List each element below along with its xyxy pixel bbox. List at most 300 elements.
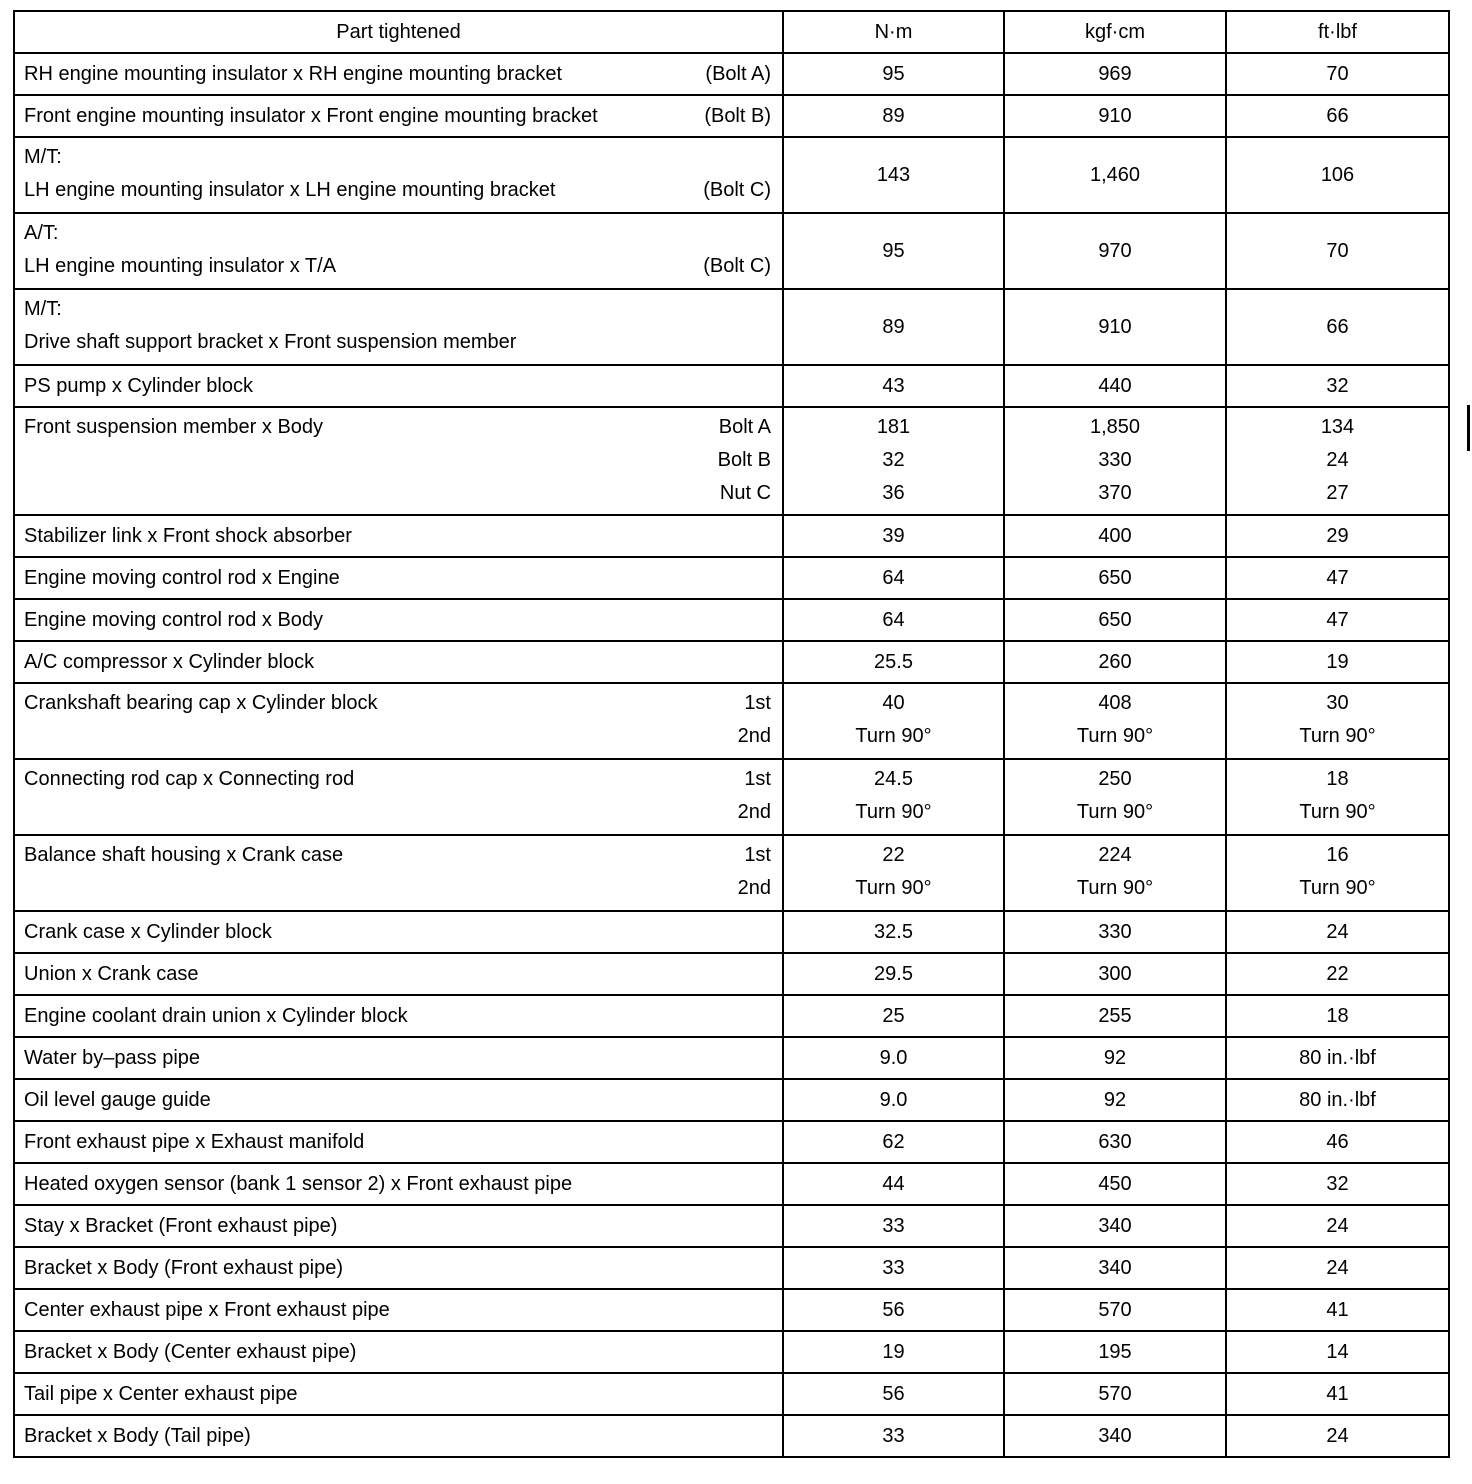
part-line [24,1294,771,1327]
part-description: Balance shaft housing x Crank case [24,844,344,866]
torque-value: 80 in.·lbf [1299,1089,1376,1111]
part-description: LH engine mounting insulator x T/A [24,255,337,277]
cell-kgfcm [1004,683,1226,759]
torque-value: 260 [1098,651,1132,673]
cell-nm [783,1121,1004,1163]
table-row [14,289,1449,365]
cell-kgfcm [1004,641,1226,683]
cell-ftlbf [1226,995,1449,1037]
torque-value: 650 [1098,609,1132,631]
table-row [14,1121,1449,1163]
table-row [14,599,1449,641]
cell-kgfcm [1004,515,1226,557]
torque-value: 89 [882,105,905,127]
part-line [24,58,771,91]
cell-part-tightened [14,1205,783,1247]
cell-part-tightened [14,1163,783,1205]
torque-value: Turn 90° [855,801,932,823]
bolt-label: 2nd [737,877,771,899]
torque-value: 250 [1098,768,1132,790]
table-row [14,953,1449,995]
part-line [24,604,771,637]
torque-value: 16 [1326,844,1349,866]
cell-part-tightened [14,911,783,953]
torque-value: 47 [1326,609,1349,631]
torque-value: 14 [1326,1341,1349,1363]
cell-part-tightened [14,515,783,557]
torque-value: 408 [1098,692,1132,714]
part-description: Connecting rod cap x Connecting rod [24,768,355,790]
header-ftlbf: ft·lbf [1226,11,1449,53]
part-line [24,1000,771,1033]
torque-value: 66 [1326,315,1349,338]
cell-nm [783,557,1004,599]
cell-ftlbf [1226,835,1449,911]
part-line [24,1042,771,1075]
torque-value: 92 [1103,1047,1127,1069]
cell-kgfcm [1004,599,1226,641]
part-line [24,720,771,753]
torque-value: 22 [882,844,905,866]
part-description: Crankshaft bearing cap x Cylinder block [24,692,378,714]
cell-kgfcm [1004,1415,1226,1457]
part-description: Drive shaft support bracket x Front suspension member [24,331,517,353]
cell-part-tightened [14,1289,783,1331]
part-description: A/T: [24,222,59,244]
table-row [14,137,1449,213]
bolt-label: (Bolt C) [703,179,771,201]
table-row [14,1037,1449,1079]
torque-value: 24 [1326,1425,1349,1447]
cell-kgfcm [1004,137,1226,213]
part-line [24,444,771,477]
torque-value: 134 [1320,416,1355,438]
torque-value: 47 [1326,567,1349,589]
torque-value: 33 [882,1257,905,1279]
cell-nm [783,1247,1004,1289]
table-row [14,911,1449,953]
cell-kgfcm [1004,95,1226,137]
table-row [14,407,1449,515]
torque-value: 24 [1326,449,1349,471]
cell-ftlbf [1226,95,1449,137]
cell-nm [783,1289,1004,1331]
cell-part-tightened [14,53,783,95]
cell-ftlbf [1226,1373,1449,1415]
part-line [24,1252,771,1285]
table-body [14,53,1449,1457]
cell-ftlbf [1226,289,1449,365]
cell-part-tightened [14,1373,783,1415]
part-description: Front exhaust pipe x Exhaust manifold [24,1131,365,1153]
cell-nm [783,515,1004,557]
part-line [24,796,771,829]
cell-ftlbf [1226,1205,1449,1247]
cell-kgfcm [1004,1205,1226,1247]
part-line [24,562,771,595]
cell-part-tightened [14,995,783,1037]
part-description: Oil level gauge guide [24,1089,211,1111]
cell-ftlbf [1226,1289,1449,1331]
torque-value: 195 [1098,1341,1132,1363]
part-description: Crank case x Cylinder block [24,921,272,943]
table-row [14,835,1449,911]
table-row [14,1247,1449,1289]
cell-part-tightened [14,1331,783,1373]
cell-part-tightened [14,557,783,599]
cell-kgfcm [1004,759,1226,835]
cell-nm [783,53,1004,95]
part-line [24,520,771,553]
torque-value: 24.5 [874,768,913,790]
cell-ftlbf [1226,641,1449,683]
cell-part-tightened [14,641,783,683]
torque-value: Turn 90° [1076,725,1154,747]
part-line [24,411,771,444]
cell-part-tightened [14,365,783,407]
part-line [24,217,771,250]
cell-part-tightened [14,683,783,759]
part-line [24,1126,771,1159]
cell-ftlbf [1226,365,1449,407]
part-description: Water by–pass pipe [24,1047,201,1069]
torque-value: 25.5 [874,651,913,673]
part-description: Front engine mounting insulator x Front engine mounting bracket [24,105,598,127]
torque-value: 9.0 [879,1047,908,1069]
part-description: Bracket x Body (Center exhaust pipe) [24,1341,357,1363]
torque-value: 64 [882,567,905,589]
cell-nm [783,911,1004,953]
table-row [14,557,1449,599]
cell-ftlbf [1226,53,1449,95]
torque-value: Turn 90° [855,877,932,899]
part-description: Stabilizer link x Front shock absorber [24,525,352,547]
torque-value: 32 [1326,1173,1349,1195]
cell-ftlbf [1226,1415,1449,1457]
torque-value: 224 [1098,844,1132,866]
table-row [14,1373,1449,1415]
bolt-label: 1st [744,844,771,866]
torque-value: 630 [1098,1131,1132,1153]
cell-kgfcm [1004,953,1226,995]
cell-part-tightened [14,1121,783,1163]
cell-nm [783,1331,1004,1373]
table-row [14,95,1449,137]
cell-kgfcm [1004,1373,1226,1415]
part-description: A/C compressor x Cylinder block [24,651,315,673]
cell-ftlbf [1226,1331,1449,1373]
torque-value: 400 [1098,525,1132,547]
cell-ftlbf [1226,557,1449,599]
bolt-label: 1st [744,692,771,714]
table-row [14,1331,1449,1373]
bolt-label: Nut C [719,482,771,504]
bolt-label: (Bolt B) [704,105,771,127]
cell-nm [783,1373,1004,1415]
part-description: Engine moving control rod x Body [24,609,324,631]
torque-value: Turn 90° [855,725,932,747]
cell-kgfcm [1004,1037,1226,1079]
cell-kgfcm [1004,365,1226,407]
torque-value: 330 [1098,449,1132,471]
cell-ftlbf [1226,1037,1449,1079]
part-line [24,1336,771,1369]
torque-value: 1,850 [1089,416,1141,438]
torque-value: 29.5 [874,963,913,985]
torque-value: 24 [1326,921,1349,943]
torque-value: 969 [1098,63,1132,85]
torque-value: 36 [882,482,905,504]
cell-kgfcm [1004,835,1226,911]
part-line [24,326,771,359]
torque-value: 910 [1098,105,1132,127]
torque-value: 32 [882,449,905,471]
torque-value: 56 [882,1383,905,1405]
part-line [24,370,771,403]
part-line [24,1084,771,1117]
cell-kgfcm [1004,911,1226,953]
table-row [14,213,1449,289]
cell-ftlbf [1226,683,1449,759]
cell-part-tightened [14,599,783,641]
bolt-label: 1st [744,768,771,790]
torque-value: 27 [1326,482,1349,504]
torque-value: Turn 90° [1299,801,1376,823]
cell-nm [783,1079,1004,1121]
cell-kgfcm [1004,1247,1226,1289]
torque-value: 570 [1098,1299,1132,1321]
cell-part-tightened [14,137,783,213]
torque-value: 33 [882,1215,905,1237]
cell-ftlbf [1226,911,1449,953]
torque-value: 44 [882,1173,905,1195]
cell-kgfcm [1004,1331,1226,1373]
cell-kgfcm [1004,1289,1226,1331]
torque-value: 43 [882,375,905,397]
torque-value: 46 [1326,1131,1349,1153]
torque-value: 40 [882,692,905,714]
cell-nm [783,407,1004,515]
part-line [24,293,771,326]
torque-value: 32 [1326,375,1349,397]
torque-value: 910 [1098,315,1132,338]
table-row [14,1415,1449,1457]
torque-value: 106 [1320,163,1355,186]
torque-value: 18 [1326,1005,1349,1027]
torque-value: 89 [882,315,905,338]
cell-kgfcm [1004,1079,1226,1121]
torque-value: 340 [1098,1215,1132,1237]
table-row [14,641,1449,683]
torque-value: Turn 90° [1076,801,1154,823]
cell-nm [783,759,1004,835]
cell-part-tightened [14,1247,783,1289]
torque-value: 255 [1098,1005,1132,1027]
part-description: LH engine mounting insulator x LH engine mounting bracket [24,179,556,201]
cell-part-tightened [14,953,783,995]
part-line [24,1378,771,1411]
part-description: RH engine mounting insulator x RH engine mounting bracket [24,63,563,85]
bolt-label: Bolt B [717,449,771,471]
header-kgfcm: kgf·cm [1004,11,1226,53]
cell-kgfcm [1004,1163,1226,1205]
torque-value: 70 [1326,239,1349,262]
cell-ftlbf [1226,515,1449,557]
part-line [24,477,771,510]
margin-bar-mark [1467,405,1470,451]
torque-value: 19 [882,1341,905,1363]
torque-value: 300 [1098,963,1132,985]
torque-value: 92 [1103,1089,1127,1111]
table-row [14,759,1449,835]
part-line [24,174,771,207]
table-row [14,365,1449,407]
cell-part-tightened [14,1079,783,1121]
cell-ftlbf [1226,953,1449,995]
part-description: Engine coolant drain union x Cylinder block [24,1005,408,1027]
part-line [24,839,771,872]
torque-value: 30 [1326,692,1349,714]
part-description: Bracket x Body (Front exhaust pipe) [24,1257,344,1279]
part-line [24,1168,771,1201]
torque-value: Turn 90° [1076,877,1154,899]
torque-value: 32.5 [874,921,913,943]
cell-nm [783,683,1004,759]
cell-kgfcm [1004,53,1226,95]
header-row [14,11,1449,53]
torque-value: 9.0 [879,1089,908,1111]
cell-nm [783,641,1004,683]
cell-ftlbf [1226,213,1449,289]
part-description: M/T: [24,146,62,168]
cell-nm [783,1415,1004,1457]
torque-value: 19 [1326,651,1349,673]
table-row [14,995,1449,1037]
cell-ftlbf [1226,407,1449,515]
cell-nm [783,213,1004,289]
bolt-label: 2nd [737,725,771,747]
part-description: Union x Crank case [24,963,199,985]
cell-nm [783,1037,1004,1079]
table-row [14,53,1449,95]
torque-value: 24 [1326,1257,1349,1279]
cell-part-tightened [14,213,783,289]
torque-value: 24 [1326,1215,1349,1237]
part-description: Bracket x Body (Tail pipe) [24,1425,251,1447]
cell-kgfcm [1004,289,1226,365]
part-description: Front suspension member x Body [24,416,324,438]
torque-value: 650 [1098,567,1132,589]
bolt-label: (Bolt A) [705,63,771,85]
part-description: M/T: [24,298,62,320]
table-row [14,1163,1449,1205]
cell-part-tightened [14,95,783,137]
torque-value: 450 [1098,1173,1132,1195]
table-row [14,1289,1449,1331]
part-line [24,1420,771,1453]
torque-value: 1,460 [1089,163,1141,186]
torque-value: 25 [882,1005,905,1027]
torque-value: 33 [882,1425,905,1447]
table-row [14,1079,1449,1121]
cell-ftlbf [1226,759,1449,835]
cell-part-tightened [14,289,783,365]
cell-nm [783,137,1004,213]
cell-part-tightened [14,835,783,911]
torque-value: 95 [882,63,905,85]
part-line [24,916,771,949]
header-part-tightened: Part tightened [14,11,783,53]
cell-kgfcm [1004,1121,1226,1163]
torque-value: 440 [1098,375,1132,397]
cell-ftlbf [1226,1079,1449,1121]
torque-value: 62 [882,1131,905,1153]
torque-value: 330 [1098,921,1132,943]
cell-part-tightened [14,1415,783,1457]
part-line [24,100,771,133]
torque-value: 95 [882,239,905,262]
cell-part-tightened [14,1037,783,1079]
torque-value: 340 [1098,1257,1132,1279]
cell-nm [783,995,1004,1037]
cell-nm [783,835,1004,911]
torque-value: 370 [1098,482,1132,504]
table-row [14,515,1449,557]
cell-ftlbf [1226,1121,1449,1163]
torque-value: 570 [1098,1383,1132,1405]
part-line [24,1210,771,1243]
bolt-label: (Bolt C) [703,255,771,277]
cell-ftlbf [1226,1247,1449,1289]
part-line [24,250,771,283]
cell-nm [783,365,1004,407]
cell-kgfcm [1004,213,1226,289]
torque-value: 143 [876,163,911,186]
cell-kgfcm [1004,995,1226,1037]
torque-value: 41 [1326,1383,1349,1405]
cell-kgfcm [1004,407,1226,515]
torque-value: 181 [876,416,911,438]
torque-value: 70 [1326,63,1349,85]
torque-value: 66 [1326,105,1349,127]
part-description: Heated oxygen sensor (bank 1 sensor 2) x Front exhaust pipe [24,1173,573,1195]
table-row [14,683,1449,759]
cell-nm [783,95,1004,137]
torque-value: 970 [1098,239,1132,262]
part-description: Engine moving control rod x Engine [24,567,340,589]
part-line [24,958,771,991]
table-row [14,1205,1449,1247]
part-line [24,141,771,174]
cell-ftlbf [1226,1163,1449,1205]
part-description: Stay x Bracket (Front exhaust pipe) [24,1215,338,1237]
torque-value: 39 [882,525,905,547]
part-line [24,687,771,720]
torque-value: 64 [882,609,905,631]
torque-value: Turn 90° [1299,877,1376,899]
cell-nm [783,1205,1004,1247]
torque-value: 18 [1326,768,1349,790]
part-line [24,872,771,905]
cell-nm [783,1163,1004,1205]
cell-kgfcm [1004,557,1226,599]
part-description: Tail pipe x Center exhaust pipe [24,1383,298,1405]
cell-nm [783,289,1004,365]
torque-value: 29 [1326,525,1349,547]
bolt-label: Bolt A [718,416,771,438]
bolt-label: 2nd [737,801,771,823]
torque-value: 41 [1326,1299,1349,1321]
